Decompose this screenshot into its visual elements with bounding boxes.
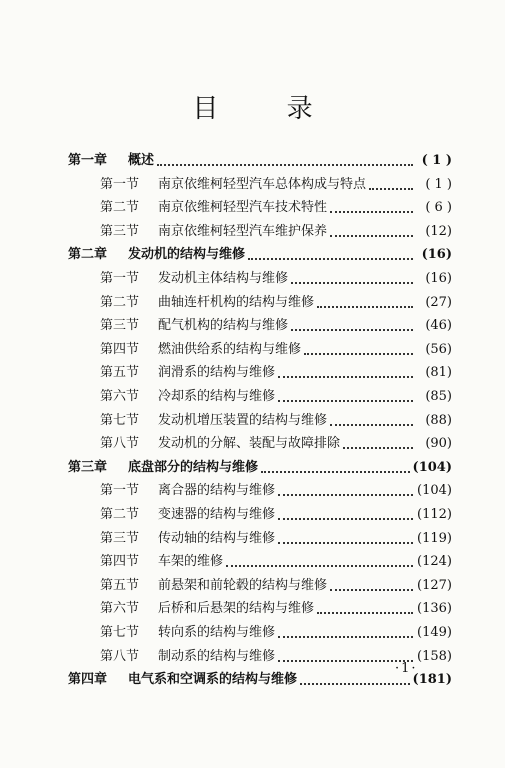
section-title: 前悬架和前轮毂的结构与维修	[158, 577, 328, 593]
section-number: 第八节	[100, 436, 140, 452]
toc-section-entry	[100, 362, 452, 384]
page-reference: (104)	[412, 459, 452, 475]
page-reference: (149)	[417, 625, 452, 640]
dot-leader	[291, 315, 413, 337]
section-title: 车架的维修	[158, 554, 224, 570]
section-number: 第三节	[100, 223, 140, 239]
section-number: 第六节	[100, 389, 140, 404]
dot-leader	[278, 504, 413, 526]
dot-leader	[248, 244, 413, 266]
page-reference: (127)	[417, 577, 452, 593]
section-title: 南京依维柯轻型汽车维护保养	[158, 223, 328, 239]
section-title: 配气机构的结构与维修	[158, 318, 289, 334]
page-title: 目 录	[192, 94, 343, 124]
section-title: 转向系的结构与维修	[158, 625, 276, 640]
toc-section-entry	[100, 433, 452, 455]
dot-leader	[278, 362, 413, 384]
section-number: 第八节	[100, 648, 140, 664]
dot-leader	[261, 457, 410, 479]
chapter-title: 电气系和空调系的结构与维修	[128, 672, 298, 688]
chapter-number: 第三章	[68, 459, 108, 475]
dot-leader	[330, 221, 413, 243]
dot-leader	[304, 339, 413, 361]
section-number: 第二节	[100, 507, 140, 522]
section-title: 发动机增压装置的结构与维修	[158, 412, 328, 428]
dot-leader	[369, 174, 413, 196]
section-title: 制动系的结构与维修	[158, 648, 276, 664]
dot-leader	[317, 292, 413, 314]
dot-leader	[226, 551, 413, 573]
chapter-number: 第四章	[68, 672, 108, 688]
toc-section-entry	[100, 575, 452, 597]
page-reference: ( 6 )	[425, 200, 452, 216]
page-reference: (81)	[425, 365, 452, 381]
toc-section-entry	[100, 504, 452, 526]
toc-section-entry	[100, 174, 452, 196]
section-title: 发动机主体结构与维修	[158, 271, 289, 286]
page-number: ·1·	[395, 661, 418, 676]
page-reference: (12)	[425, 223, 452, 239]
section-title: 曲轴连杆机构的结构与维修	[158, 294, 315, 310]
page-reference: (16)	[421, 247, 452, 263]
toc-section-entry	[100, 386, 452, 408]
section-title: 传动轴的结构与维修	[158, 530, 276, 546]
dot-leader	[278, 528, 413, 550]
section-number: 第四节	[100, 341, 140, 357]
toc-section-entry	[100, 292, 452, 314]
toc-chapter-entry	[68, 244, 452, 266]
toc-section-entry	[100, 315, 452, 337]
page-reference: (46)	[425, 318, 452, 334]
section-number: 第二节	[100, 200, 140, 216]
page-reference: (104)	[417, 483, 452, 499]
page-reference: (119)	[417, 530, 452, 546]
section-title: 燃油供给系的结构与维修	[158, 341, 302, 357]
toc-section-entry	[100, 221, 452, 243]
page-reference: (112)	[417, 507, 452, 522]
page-reference: (27)	[425, 294, 452, 310]
dot-leader	[291, 268, 413, 290]
dot-leader	[330, 197, 413, 219]
toc-section-entry	[100, 410, 452, 432]
section-number: 第七节	[100, 625, 140, 640]
section-number: 第二节	[100, 294, 140, 310]
section-title: 变速器的结构与维修	[158, 507, 276, 522]
section-title: 发动机的分解、装配与故障排除	[158, 436, 341, 452]
section-number: 第一节	[100, 483, 140, 499]
section-number: 第四节	[100, 554, 140, 570]
page-reference: (158)	[417, 648, 452, 664]
toc-chapter-entry	[68, 150, 452, 172]
section-number: 第一节	[100, 271, 140, 286]
page-reference: (124)	[417, 554, 452, 570]
chapter-title: 概述	[128, 153, 155, 168]
section-title: 离合器的结构与维修	[158, 483, 276, 499]
chapter-number: 第二章	[68, 247, 108, 263]
page-reference: (16)	[425, 271, 452, 286]
toc-section-entry	[100, 197, 452, 219]
page-reference: (90)	[425, 436, 452, 452]
page-reference: ( 1 )	[425, 176, 452, 192]
toc-chapter-entry	[68, 457, 452, 479]
dot-leader	[278, 480, 413, 502]
dot-leader	[278, 646, 413, 668]
page-reference: (85)	[425, 389, 452, 404]
section-number: 第七节	[100, 412, 140, 428]
dot-leader	[330, 410, 413, 432]
toc-section-entry	[100, 551, 452, 573]
section-number: 第五节	[100, 365, 140, 381]
section-number: 第五节	[100, 577, 140, 593]
toc-section-entry	[100, 598, 452, 620]
dot-leader	[300, 669, 410, 691]
page-reference: ( 1 )	[421, 153, 452, 168]
dot-leader	[343, 433, 413, 455]
dot-leader	[330, 575, 413, 597]
toc-section-entry	[100, 339, 452, 361]
page-reference: (56)	[425, 341, 452, 357]
dot-leader	[317, 598, 413, 620]
toc-section-entry	[100, 268, 452, 290]
page-reference: (181)	[412, 672, 452, 688]
section-number: 第三节	[100, 530, 140, 546]
section-number: 第三节	[100, 318, 140, 334]
section-number: 第六节	[100, 601, 140, 617]
dot-leader	[278, 622, 413, 644]
section-title: 南京依维柯轻型汽车总体构成与特点	[158, 176, 367, 192]
section-title: 后桥和后悬架的结构与维修	[158, 601, 315, 617]
toc-section-entry	[100, 480, 452, 502]
section-title: 南京依维柯轻型汽车技术特性	[158, 200, 328, 216]
chapter-number: 第一章	[68, 153, 108, 168]
page-reference: (88)	[425, 412, 452, 428]
chapter-title: 底盘部分的结构与维修	[128, 459, 259, 475]
section-number: 第一节	[100, 176, 140, 192]
toc-section-entry	[100, 528, 452, 550]
section-title: 冷却系的结构与维修	[158, 389, 276, 404]
chapter-title: 发动机的结构与维修	[128, 247, 246, 263]
dot-leader	[278, 386, 413, 408]
section-title: 润滑系的结构与维修	[158, 365, 276, 381]
page-reference: (136)	[417, 601, 452, 617]
dot-leader	[157, 150, 413, 172]
toc-section-entry	[100, 622, 452, 644]
